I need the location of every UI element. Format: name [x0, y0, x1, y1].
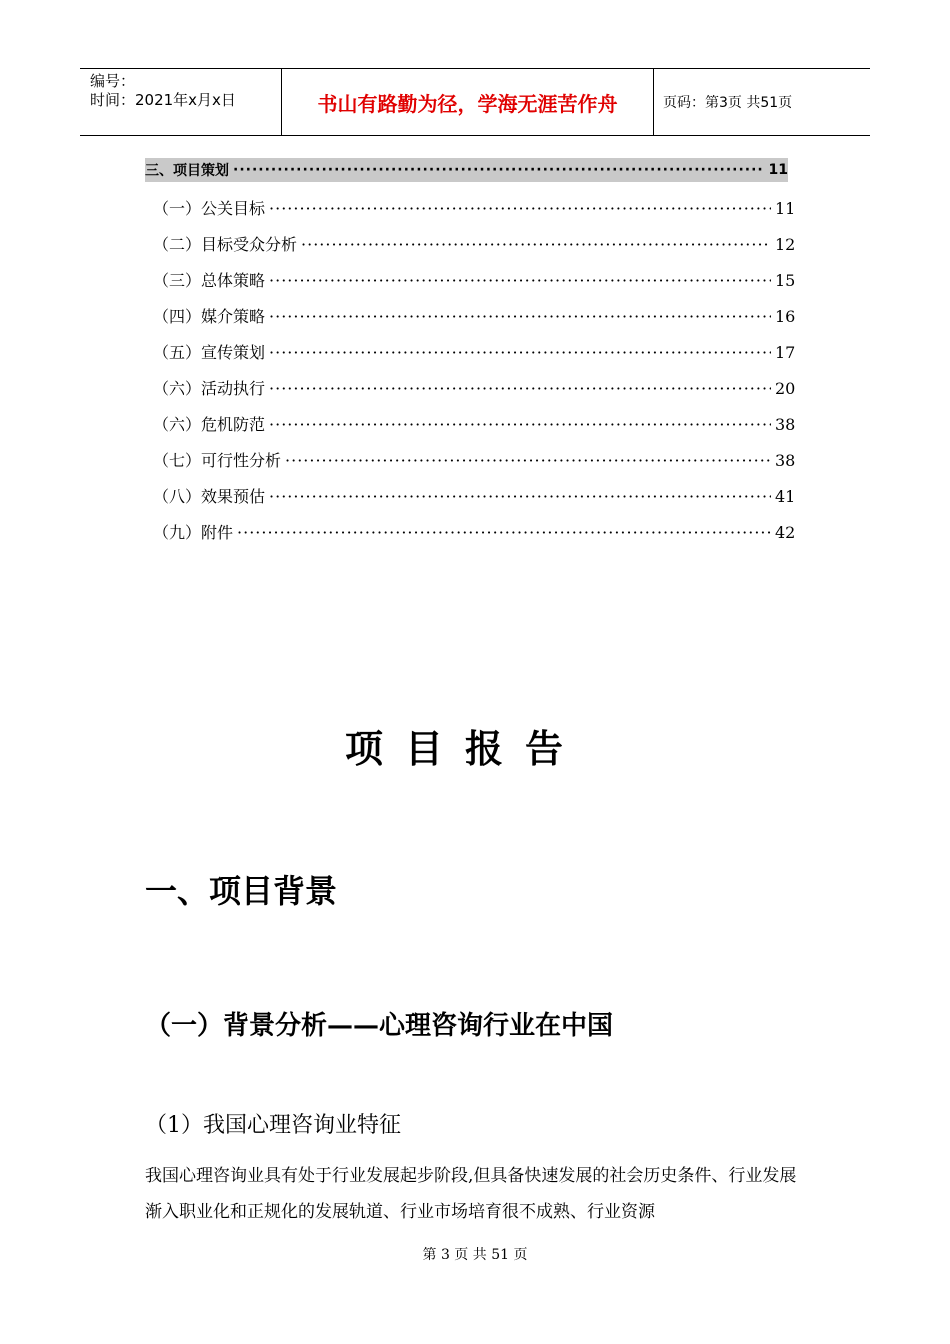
toc-label: （五）宣传策划 [153, 343, 266, 362]
toc-leader [269, 379, 771, 398]
toc-item[interactable] [145, 304, 795, 340]
table-of-contents [145, 158, 795, 556]
toc-item[interactable] [145, 484, 795, 520]
subsubsection-heading: （1）我国心理咨询业特征 [145, 1113, 401, 1138]
toc-label: （六）危机防范 [153, 415, 266, 434]
toc-item[interactable] [145, 448, 795, 484]
section-heading: 一、项目背景 [145, 872, 338, 910]
toc-main-entry[interactable] [145, 158, 788, 182]
toc-page: 38 [775, 451, 796, 470]
toc-leader [269, 199, 771, 218]
toc-page: 17 [775, 343, 796, 362]
toc-page: 20 [775, 379, 796, 398]
toc-page: 11 [768, 162, 788, 178]
toc-page: 12 [775, 235, 796, 254]
toc-item[interactable] [145, 412, 795, 448]
toc-item[interactable] [145, 232, 795, 268]
toc-leader [237, 523, 771, 542]
toc-leader [301, 235, 771, 254]
toc-label: （一）公关目标 [153, 199, 266, 218]
body-paragraph: 我国心理咨询业具有处于行业发展起步阶段,但具备快速发展的社会历史条件、行业发展渐入职业化和正规化的发展轨道、行业市场培育很不成熟、行业资源 [145, 1166, 797, 1222]
toc-leader [285, 451, 771, 470]
toc-page: 15 [775, 271, 796, 290]
toc-leader [233, 162, 764, 178]
toc-label: （三）总体策略 [153, 271, 266, 290]
toc-item[interactable] [145, 196, 795, 232]
toc-label: （二）目标受众分析 [153, 235, 298, 254]
document-title: 项目报告 [344, 726, 585, 771]
header-meta [80, 69, 281, 135]
toc-page: 11 [775, 199, 796, 218]
toc-page: 42 [775, 523, 796, 542]
toc-label: 三、项目策划 [145, 163, 229, 179]
toc-page: 38 [775, 415, 796, 434]
page-footer: 第 3 页 共 51 页 [422, 1247, 528, 1263]
subsection-heading: （一）背景分析——心理咨询行业在中国 [145, 1011, 614, 1041]
toc-label: （八）效果预估 [153, 487, 266, 506]
header-motto: 书山有路勤为径，学海无涯苦作舟 [281, 69, 654, 135]
toc-item[interactable] [145, 268, 795, 304]
toc-item[interactable] [145, 376, 795, 412]
toc-label: （六）活动执行 [153, 379, 266, 398]
toc-item[interactable] [145, 340, 795, 376]
toc-page: 16 [775, 307, 796, 326]
toc-leader [269, 415, 771, 434]
header-page-info: 页码：第3页 共51页 [663, 95, 793, 111]
toc-leader [269, 271, 771, 290]
toc-page: 41 [775, 487, 796, 506]
toc-label: （九）附件 [153, 523, 234, 542]
time-label: 时间：2021年x月x日 [90, 91, 236, 109]
toc-label: （四）媒介策略 [153, 307, 266, 326]
toc-leader [269, 343, 771, 362]
toc-leader [269, 487, 771, 506]
toc-leader [269, 307, 771, 326]
page-header [80, 68, 870, 136]
toc-item[interactable] [145, 520, 795, 556]
number-label: 编号： [90, 72, 136, 90]
toc-label: （七）可行性分析 [153, 451, 282, 470]
